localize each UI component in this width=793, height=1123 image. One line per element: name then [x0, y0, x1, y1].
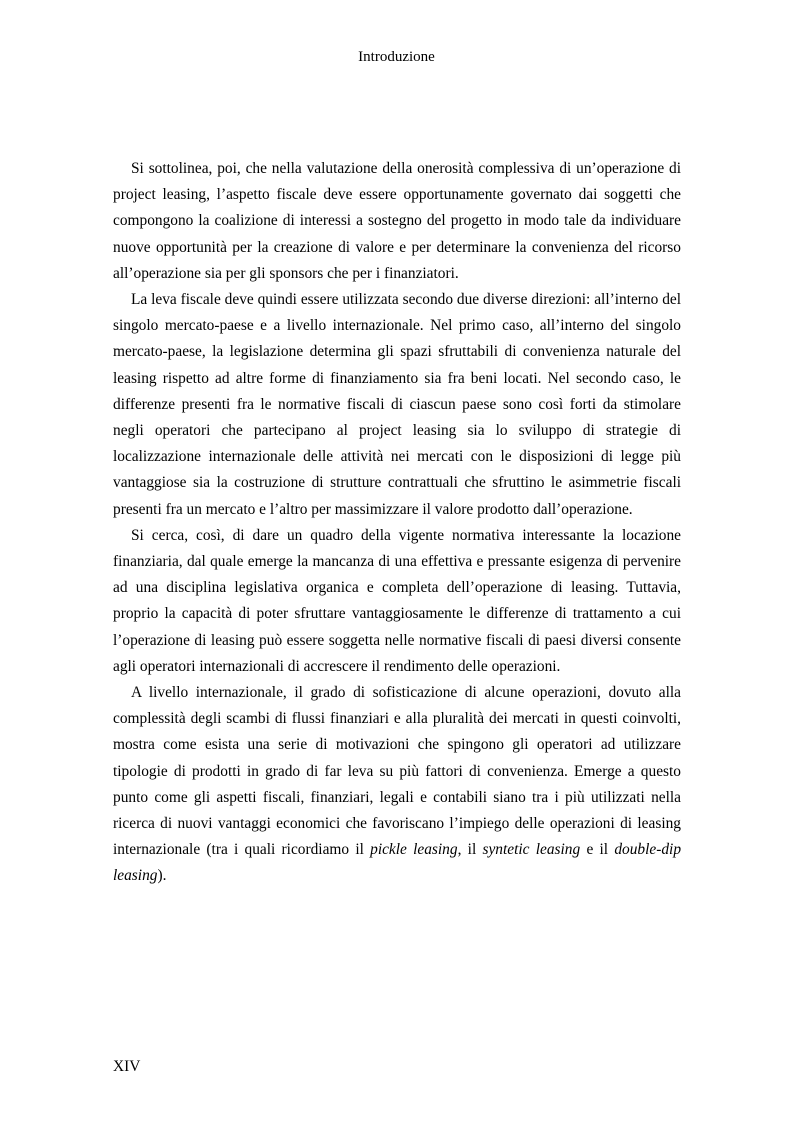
italic-term-double-dip-leasing: double-dip leasing — [113, 841, 682, 885]
italic-term-syntetic-leasing: syntetic leasing — [482, 841, 581, 859]
paragraph — [113, 680, 681, 890]
header-title: Introduzione — [358, 49, 435, 65]
paragraph-text: , il — [457, 841, 483, 859]
italic-term-pickle-leasing: pickle leasing — [370, 841, 458, 859]
paragraph-text: e il — [580, 841, 615, 859]
paragraph-text: A livello internazionale, il grado di sofisticazione di alcune operazioni, dovuto alla complessità degli scambi di flussi finanziari e alla pluralità dei mercati in questi coinvolti, mostra come esista una serie di motivazioni che spingono gli operatori ad utilizzare tipologie di prodotti in grado di far leva su più fattori di convenienza. Emerge a questo punto come gli aspetti fiscali, finanziari, legali e contabili siano tra i più utilizzati nella ricerca di nuovi vantaggi economici che favoriscano l’impiego delle operazioni di leasing internazionale (tra i quali ricordiamo il — [113, 684, 681, 859]
paragraph: Si cerca, così, di dare un quadro della vigente normativa interessante la locazione finanziaria, dal quale emerge la mancanza di una effettiva e pressante esigenza di pervenire ad una disciplina legislativa organica e completa dell’operazione di leasing. Tuttavia, proprio la capacità di poter sfruttare vantaggiosamente le differenze di trattamento a cui l’operazione di leasing può essere soggetta nelle normative fiscali di paesi diversi consente agli operatori internazionali di accrescere il rendimento delle operazioni. — [113, 526, 681, 675]
paragraph: La leva fiscale deve quindi essere utilizzata secondo due diverse direzioni: all’interno del singolo mercato-paese e a livello internazionale. Nel primo caso, all’interno del singolo mercato-paese, la legislazione determina gli spazi sfruttabili di convenienza naturale del leasing rispetto ad altre forme di finanziamento sia fra beni locati. Nel secondo caso, le differenze presenti fra le normative fiscali di ciascun paese sono così forti da stimolare negli operatori che partecipano al project leasing sia lo sviluppo di strategie di localizzazione internazionale delle attività nei mercati con le disposizioni di legge più vantaggiose sia la costruzione di strutture contrattuali che sfruttino le asimmetrie fiscali presenti fra un mercato e l’altro per massimizzare il valore prodotto dall’operazione. — [113, 291, 681, 518]
page-header — [0, 48, 793, 66]
paragraph-text: ). — [157, 867, 167, 885]
page-number: XIV — [113, 1058, 141, 1075]
document-body — [113, 156, 681, 890]
paragraph: Si sottolinea, poi, che nella valutazione della onerosità complessiva di un’operazione di project leasing, l’aspetto fiscale deve essere opportunamente governato dai soggetti che compongono la coalizione di interessi a sostegno del progetto in modo tale da individuare nuove opportunità per la creazione di valore e per determinare la convenienza del ricorso all’operazione sia per gli sponsors che per i finanziatori. — [113, 160, 681, 282]
